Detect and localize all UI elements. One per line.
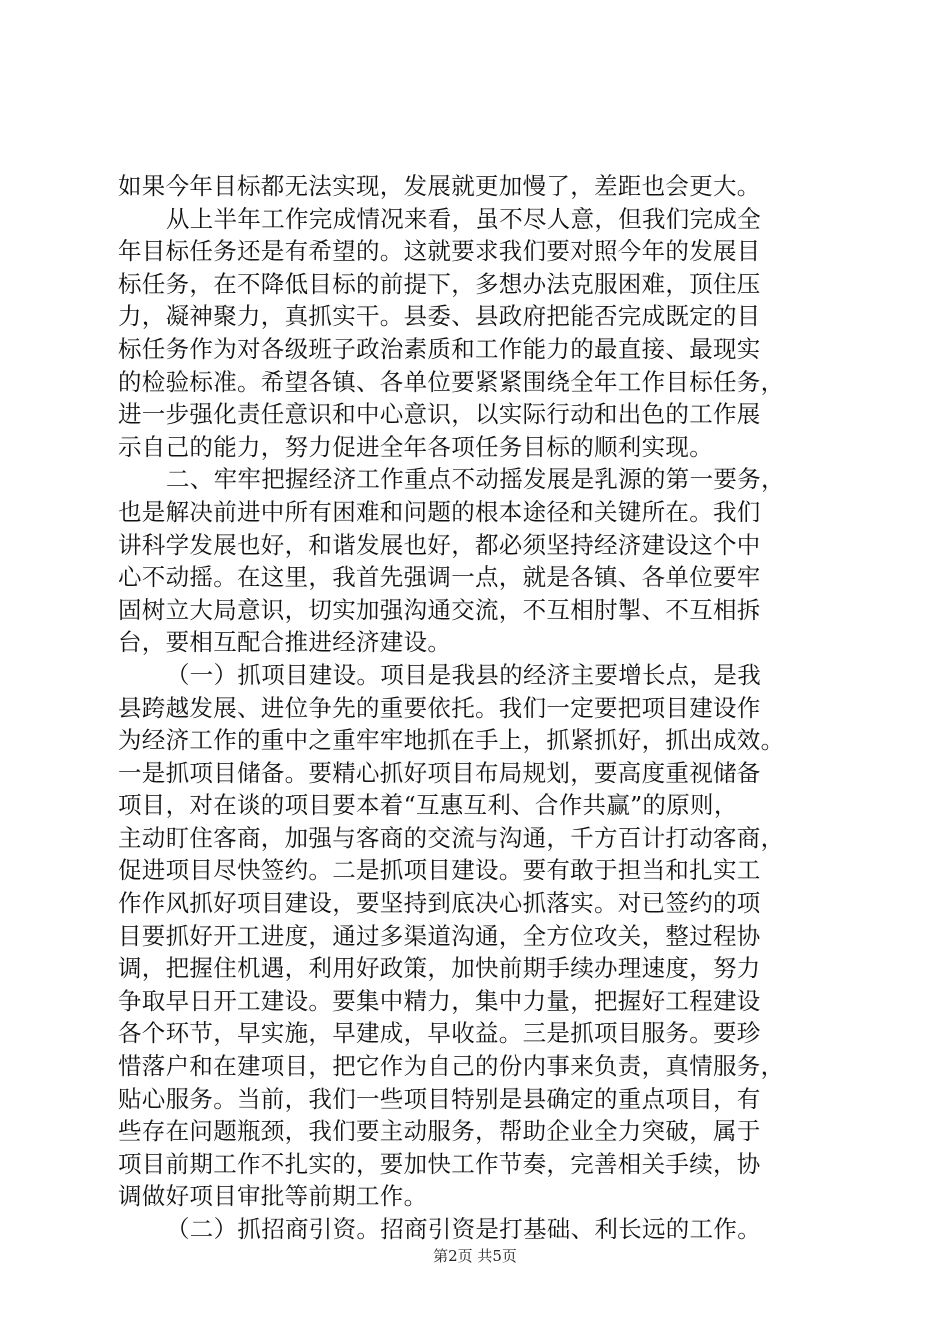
text-line: 些存在问题瓶颈，我们要主动服务，帮助企业全力突破，属于: [118, 1117, 761, 1146]
text-line: 项目，对在谈的项目要本着“互惠互利、合作共赢”的原则，: [118, 791, 738, 820]
text-line: 心不动摇。在这里，我首先强调一点，就是各镇、各单位要牢: [118, 563, 761, 592]
text-line: 固树立大局意识，切实加强沟通交流，不互相肘掣、不互相拆: [118, 595, 761, 624]
text-line: 争取早日开工建设。要集中精力，集中力量，把握好工程建设: [118, 986, 761, 1015]
text-line: 促进项目尽快签约。二是抓项目建设。要有敢于担当和扎实工: [118, 856, 761, 885]
text-line: 县跨越发展、进位争先的重要依托。我们一定要把项目建设作: [118, 693, 761, 722]
text-line: 从上半年工作完成情况来看，虽不尽人意，但我们完成全: [166, 204, 761, 233]
text-line: 惜落户和在建项目，把它作为自己的份内事来负责，真情服务，: [118, 1052, 785, 1081]
text-line: 如果今年目标都无法实现，发展就更加慢了，差距也会更大。: [118, 172, 761, 200]
text-line: 讲科学发展也好，和谐发展也好，都必须坚持经济建设这个中: [118, 530, 761, 559]
text-line: 标任务作为对各级班子政治素质和工作能力的最直接、最现实: [118, 334, 761, 363]
text-line: 示自己的能力，努力促进全年各项任务目标的顺利实现。: [118, 432, 713, 461]
text-line: 为经济工作的重中之重牢牢地抓在手上，抓紧抓好，抓出成效。: [118, 726, 785, 755]
text-line: 目要抓好开工进度，通过多渠道沟通，全方位攻关，整过程协: [118, 921, 761, 950]
text-line: 进一步强化责任意识和中心意识，以实际行动和出色的工作展: [118, 400, 761, 429]
text-line: 也是解决前进中所有困难和问题的根本途径和关键所在。我们: [118, 497, 761, 526]
text-line: 项目前期工作不扎实的，要加快工作节奏，完善相关手续，协: [118, 1149, 761, 1178]
text-line: 贴心服务。当前，我们一些项目特别是县确定的重点项目，有: [118, 1084, 761, 1113]
text-line: 台，要相互配合推进经济建设。: [118, 628, 452, 657]
text-line: （二）抓招商引资。招商引资是打基础、利长远的工作。: [166, 1215, 761, 1243]
text-line: 作作风抓好项目建设，要坚持到底决心抓落实。对已签约的项: [118, 889, 761, 918]
text-line: 调做好项目审批等前期工作。: [118, 1182, 428, 1211]
text-line: 二、牢牢把握经济工作重点不动摇发展是乳源的第一要务，: [166, 465, 785, 494]
text-line: 的检验标准。希望各镇、各单位要紧紧围绕全年工作目标任务，: [118, 367, 785, 396]
text-line: 年目标任务还是有希望的。这就要求我们要对照今年的发展目: [118, 237, 761, 266]
page-footer: 第2页 共5页: [433, 1247, 517, 1265]
text-line: 调，把握住机遇，利用好政策，加快前期手续办理速度，努力: [118, 954, 761, 983]
document-body: [118, 170, 838, 1246]
text-line: （一）抓项目建设。项目是我县的经济主要增长点，是我: [166, 660, 761, 689]
text-line: 主动盯住客商，加强与客商的交流与沟通，千方百计打动客商，: [118, 823, 785, 852]
text-line: 标任务，在不降低目标的前提下，多想办法克服困难，顶住压: [118, 269, 761, 298]
text-line: 各个环节，早实施，早建成，早收益。三是抓项目服务。要珍: [118, 1019, 761, 1048]
text-line: 一是抓项目储备。要精心抓好项目布局规划，要高度重视储备: [118, 758, 761, 787]
text-line: 力，凝神聚力，真抓实干。县委、县政府把能否完成既定的目: [118, 302, 761, 331]
